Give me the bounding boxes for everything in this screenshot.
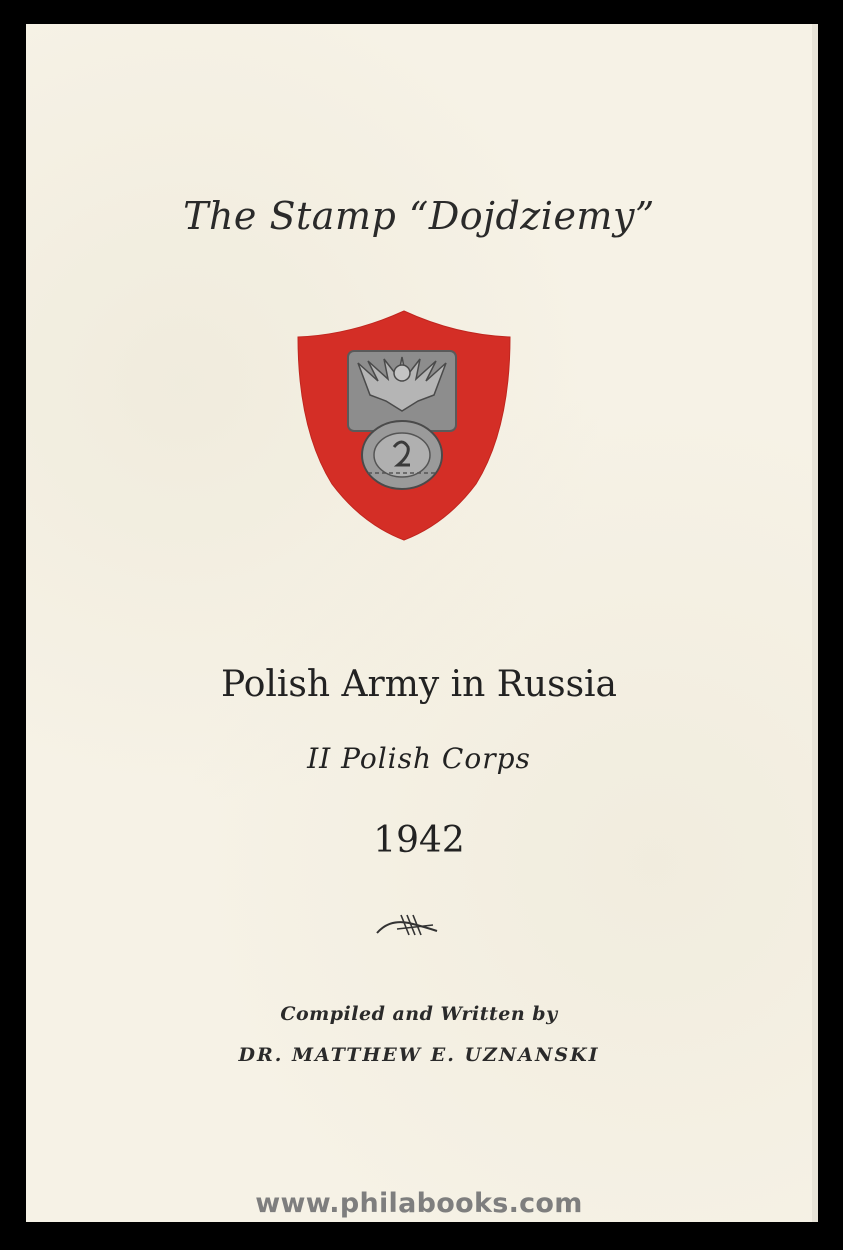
cover-edge: [812, 24, 818, 1222]
author-name: DR. MATTHEW E. UZNANSKI: [238, 1044, 600, 1066]
cover-title: The Stamp “Dojdziemy”: [183, 194, 655, 238]
watermark-text: www.philabooks.com: [255, 1188, 583, 1219]
book-cover: [26, 24, 812, 1222]
cover-subtitle-corps: II Polish Corps: [307, 742, 531, 775]
compiled-by-label: Compiled and Written by: [280, 1003, 558, 1025]
cover-year: 1942: [373, 820, 465, 861]
red-shield-with-polish-eagle-badge-icon: [296, 309, 512, 541]
decorative-flourish-icon: [375, 911, 439, 939]
cover-subtitle: Polish Army in Russia: [220, 664, 618, 705]
